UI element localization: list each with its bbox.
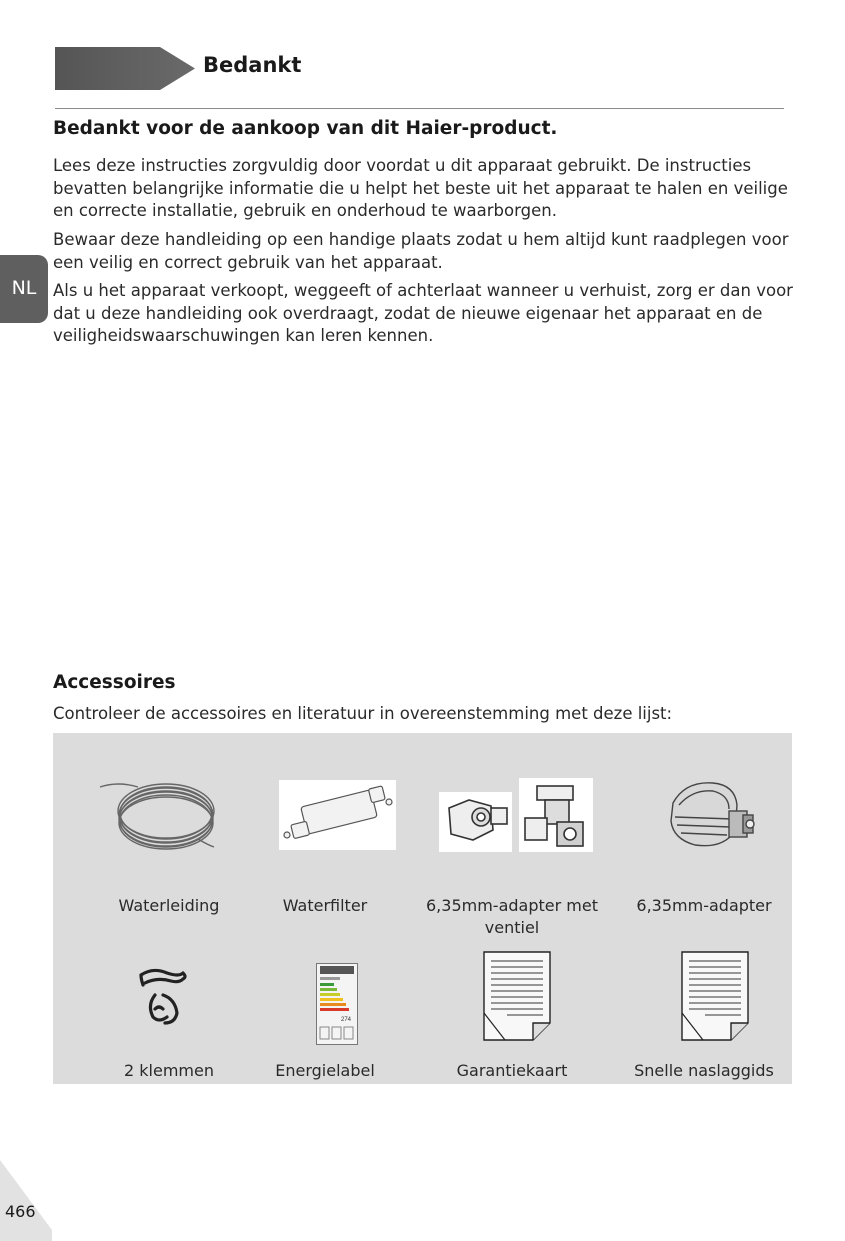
warranty-card-icon (483, 951, 551, 1041)
adapter-with-valve-icon (439, 778, 594, 853)
accessory-label: Waterfilter (282, 896, 368, 915)
accessory-label: 6,35mm-adapter (636, 896, 772, 915)
quick-guide-icon (681, 951, 749, 1041)
energy-label-icon (316, 963, 358, 1045)
accessory-label: Garantiekaart (456, 1061, 568, 1080)
clamps-icon (135, 965, 195, 1030)
accessories-heading: Accessoires (53, 672, 176, 693)
adapter-icon (665, 775, 761, 855)
water-pipe-coil-icon (98, 773, 218, 853)
page-corner-shape (0, 1160, 60, 1241)
section-title: Bedankt (203, 53, 302, 77)
accessory-label: Waterleiding (118, 896, 220, 915)
thank-you-heading: Bedankt voor de aankoop van dit Haier-product. (53, 118, 558, 139)
section-header-tab (55, 47, 195, 90)
accessories-intro: Controleer de accessoires en literatuur in overeenstemming met deze lijst: (53, 704, 673, 723)
intro-paragraph-3: Als u het apparaat verkoopt, weggeeft of achterlaat wanneer u verhuist, zorg er dan voor dat u deze handleiding ook overdraagt, zodat de nieuwe eigenaar het apparaat en de veiligheidswaarschuwingen kan leren kennen. (53, 281, 793, 345)
energy-label-value: 274 (340, 1017, 352, 1023)
accessory-label: 2 klemmen (124, 1061, 214, 1080)
accessory-label: 6,35mm-adapter met ventiel (426, 896, 598, 937)
accessories-panel (53, 733, 792, 1084)
header-divider (55, 108, 784, 109)
intro-paragraph-1: Lees deze instructies zorgvuldig door voordat u dit apparaat gebruikt. De instructies bevatten belangrijke informatie die u helpt het beste uit het apparaat te halen en veilige en correcte installatie, gebruik en onderhoud te waarborgen. (53, 156, 788, 220)
water-filter-icon (279, 780, 396, 850)
accessory-label: Snelle naslaggids (634, 1061, 774, 1080)
language-tab[interactable]: NL (0, 255, 48, 323)
intro-paragraph-2: Bewaar deze handleiding op een handige plaats zodat u hem altijd kunt raadplegen voor een veilig en correct gebruik van het apparaat. (53, 230, 789, 272)
accessory-label: Energielabel (275, 1061, 375, 1080)
page-number: 466 (5, 1202, 36, 1221)
